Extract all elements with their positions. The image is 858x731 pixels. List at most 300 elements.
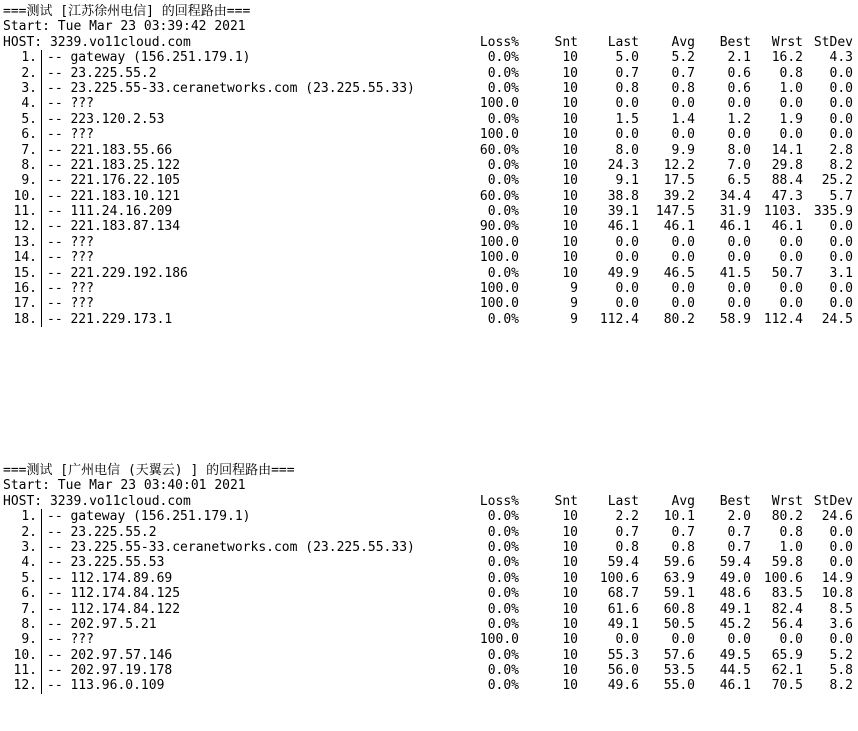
hop-best: 0.0 bbox=[727, 281, 751, 297]
hop-host: -- 221.183.10.121 bbox=[47, 188, 181, 204]
hop-best: 58.9 bbox=[719, 311, 751, 327]
row-divider bbox=[41, 296, 42, 311]
table-row bbox=[3, 540, 855, 555]
hop-avg: 63.9 bbox=[663, 570, 695, 586]
row-divider bbox=[41, 173, 42, 188]
hop-loss: 0.0% bbox=[487, 311, 519, 327]
header-snt: Snt bbox=[554, 34, 578, 50]
hop-loss: 0.0% bbox=[487, 616, 519, 632]
hop-snt: 10 bbox=[562, 204, 578, 220]
table-row bbox=[3, 571, 855, 586]
table-row bbox=[3, 66, 855, 81]
hop-stdev: 2.8 bbox=[829, 142, 853, 158]
hop-stdev: 0.0 bbox=[829, 281, 853, 297]
hop-best: 0.0 bbox=[727, 632, 751, 648]
hop-loss: 0.0% bbox=[487, 555, 519, 571]
hop-wrst: 83.5 bbox=[771, 586, 803, 602]
hop-last: 39.1 bbox=[607, 204, 639, 220]
hop-number: 3. bbox=[21, 80, 37, 96]
hop-best: 49.0 bbox=[719, 570, 751, 586]
hop-avg: 0.0 bbox=[671, 250, 695, 266]
hop-last: 0.0 bbox=[615, 234, 639, 250]
hop-host: -- 202.97.19.178 bbox=[47, 663, 173, 679]
hop-last: 2.2 bbox=[615, 509, 639, 525]
hop-snt: 10 bbox=[562, 250, 578, 266]
hop-host: -- 23.225.55-33.ceranetworks.com (23.225.55.33) bbox=[47, 80, 415, 96]
hop-best: 6.5 bbox=[727, 173, 751, 189]
row-divider bbox=[41, 189, 42, 204]
hop-last: 0.8 bbox=[615, 539, 639, 555]
hop-last: 0.0 bbox=[615, 96, 639, 112]
hop-avg: 0.0 bbox=[671, 632, 695, 648]
hop-stdev: 8.2 bbox=[829, 678, 853, 694]
row-divider bbox=[41, 617, 42, 632]
hop-wrst: 16.2 bbox=[771, 50, 803, 66]
row-divider bbox=[41, 143, 42, 158]
header-loss: Loss% bbox=[479, 34, 519, 50]
hop-host: -- 202.97.5.21 bbox=[47, 616, 157, 632]
hop-stdev: 0.0 bbox=[829, 539, 853, 555]
hop-last: 24.3 bbox=[607, 157, 639, 173]
hop-host: -- 221.229.192.186 bbox=[47, 265, 188, 281]
host-label: HOST: 3239.vo11cloud.com bbox=[3, 493, 191, 509]
hop-list bbox=[3, 509, 855, 694]
hop-wrst: 100.6 bbox=[763, 570, 803, 586]
table-row bbox=[3, 602, 855, 617]
hop-stdev: 10.8 bbox=[821, 586, 853, 602]
hop-avg: 0.0 bbox=[671, 234, 695, 250]
hop-stdev: 0.0 bbox=[829, 555, 853, 571]
hop-best: 2.0 bbox=[727, 509, 751, 525]
hop-host: -- 113.96.0.109 bbox=[47, 678, 165, 694]
hop-avg: 147.5 bbox=[655, 204, 695, 220]
header-snt: Snt bbox=[554, 493, 578, 509]
table-row bbox=[3, 663, 855, 678]
hop-last: 112.4 bbox=[599, 311, 639, 327]
hop-snt: 9 bbox=[570, 281, 578, 297]
hop-loss: 100.0 bbox=[479, 96, 519, 112]
hop-number: 12. bbox=[13, 678, 37, 694]
table-row bbox=[3, 586, 855, 601]
table-row bbox=[3, 312, 855, 327]
hop-loss: 0.0% bbox=[487, 663, 519, 679]
header-stdev: StDev bbox=[813, 493, 853, 509]
hop-host: -- 221.229.173.1 bbox=[47, 311, 173, 327]
hop-last: 8.0 bbox=[615, 142, 639, 158]
trace-start-time: Start: Tue Mar 23 03:40:01 2021 bbox=[3, 478, 246, 494]
hop-avg: 46.1 bbox=[663, 219, 695, 235]
hop-best: 31.9 bbox=[719, 204, 751, 220]
header-wrst: Wrst bbox=[771, 34, 803, 50]
hop-number: 9. bbox=[21, 632, 37, 648]
hop-wrst: 14.1 bbox=[771, 142, 803, 158]
header-loss: Loss% bbox=[479, 493, 519, 509]
hop-host: -- gateway (156.251.179.1) bbox=[47, 509, 251, 525]
table-row bbox=[3, 678, 855, 693]
hop-list bbox=[3, 50, 855, 327]
hop-host: -- 112.174.84.125 bbox=[47, 586, 181, 602]
table-header bbox=[3, 494, 855, 509]
hop-stdev: 5.2 bbox=[829, 647, 853, 663]
hop-snt: 10 bbox=[562, 555, 578, 571]
hop-last: 49.1 bbox=[607, 616, 639, 632]
hop-wrst: 0.0 bbox=[779, 96, 803, 112]
row-divider bbox=[41, 112, 42, 127]
hop-avg: 50.5 bbox=[663, 616, 695, 632]
hop-host: -- 112.174.84.122 bbox=[47, 601, 181, 617]
hop-snt: 10 bbox=[562, 647, 578, 663]
table-row bbox=[3, 81, 855, 96]
hop-stdev: 14.9 bbox=[821, 570, 853, 586]
table-row bbox=[3, 266, 855, 281]
table-row bbox=[3, 525, 855, 540]
hop-host: -- 221.183.87.134 bbox=[47, 219, 181, 235]
table-row bbox=[3, 158, 855, 173]
hop-number: 3. bbox=[21, 539, 37, 555]
hop-last: 5.0 bbox=[615, 50, 639, 66]
hop-wrst: 0.0 bbox=[779, 296, 803, 312]
hop-last: 68.7 bbox=[607, 586, 639, 602]
hop-stdev: 0.0 bbox=[829, 127, 853, 143]
hop-wrst: 1.9 bbox=[779, 111, 803, 127]
hop-last: 0.0 bbox=[615, 296, 639, 312]
hop-loss: 0.0% bbox=[487, 586, 519, 602]
hop-number: 4. bbox=[21, 555, 37, 571]
hop-avg: 0.0 bbox=[671, 127, 695, 143]
hop-stdev: 0.0 bbox=[829, 219, 853, 235]
hop-host: -- 23.225.55.2 bbox=[47, 65, 157, 81]
hop-host: -- ??? bbox=[47, 296, 94, 312]
hop-host: -- 221.183.55.66 bbox=[47, 142, 173, 158]
hop-host: -- ??? bbox=[47, 127, 94, 143]
hop-avg: 59.6 bbox=[663, 555, 695, 571]
hop-host: -- 223.120.2.53 bbox=[47, 111, 165, 127]
hop-last: 0.0 bbox=[615, 250, 639, 266]
hop-snt: 10 bbox=[562, 50, 578, 66]
hop-snt: 10 bbox=[562, 632, 578, 648]
hop-wrst: 29.8 bbox=[771, 157, 803, 173]
hop-host: -- ??? bbox=[47, 96, 94, 112]
table-row bbox=[3, 143, 855, 158]
table-row bbox=[3, 296, 855, 311]
hop-best: 59.4 bbox=[719, 555, 751, 571]
hop-stdev: 0.0 bbox=[829, 65, 853, 81]
hop-avg: 5.2 bbox=[671, 50, 695, 66]
hop-loss: 100.0 bbox=[479, 127, 519, 143]
row-divider bbox=[41, 648, 42, 663]
hop-best: 0.0 bbox=[727, 296, 751, 312]
hop-stdev: 4.3 bbox=[829, 50, 853, 66]
hop-wrst: 1103. bbox=[763, 204, 803, 220]
trace-title: ===测试 [广州电信 (天翼云) ] 的回程路由=== bbox=[3, 463, 295, 478]
hop-number: 10. bbox=[13, 188, 37, 204]
hop-snt: 10 bbox=[562, 127, 578, 143]
hop-best: 44.5 bbox=[719, 663, 751, 679]
trace-block-1 bbox=[3, 4, 855, 327]
hop-avg: 59.1 bbox=[663, 586, 695, 602]
hop-avg: 53.5 bbox=[663, 663, 695, 679]
hop-number: 11. bbox=[13, 204, 37, 220]
hop-avg: 0.0 bbox=[671, 281, 695, 297]
row-divider bbox=[41, 281, 42, 296]
hop-number: 6. bbox=[21, 127, 37, 143]
hop-wrst: 1.0 bbox=[779, 80, 803, 96]
hop-last: 0.7 bbox=[615, 65, 639, 81]
hop-last: 100.6 bbox=[599, 570, 639, 586]
hop-wrst: 62.1 bbox=[771, 663, 803, 679]
hop-host: -- ??? bbox=[47, 234, 94, 250]
hop-last: 59.4 bbox=[607, 555, 639, 571]
hop-wrst: 0.0 bbox=[779, 250, 803, 266]
table-row bbox=[3, 96, 855, 111]
hop-number: 2. bbox=[21, 524, 37, 540]
hop-snt: 10 bbox=[562, 678, 578, 694]
row-divider bbox=[41, 525, 42, 540]
header-wrst: Wrst bbox=[771, 493, 803, 509]
hop-snt: 10 bbox=[562, 111, 578, 127]
hop-avg: 60.8 bbox=[663, 601, 695, 617]
hop-last: 49.9 bbox=[607, 265, 639, 281]
hop-avg: 0.0 bbox=[671, 96, 695, 112]
hop-best: 0.0 bbox=[727, 127, 751, 143]
host-label: HOST: 3239.vo11cloud.com bbox=[3, 34, 191, 50]
hop-wrst: 46.1 bbox=[771, 219, 803, 235]
hop-best: 0.0 bbox=[727, 250, 751, 266]
hop-wrst: 0.0 bbox=[779, 127, 803, 143]
table-row bbox=[3, 219, 855, 234]
hop-wrst: 0.0 bbox=[779, 281, 803, 297]
trace-title: ===测试 [江苏徐州电信] 的回程路由=== bbox=[3, 4, 251, 19]
hop-best: 46.1 bbox=[719, 219, 751, 235]
hop-snt: 10 bbox=[562, 219, 578, 235]
hop-host: -- 221.176.22.105 bbox=[47, 173, 181, 189]
hop-avg: 46.5 bbox=[663, 265, 695, 281]
hop-wrst: 70.5 bbox=[771, 678, 803, 694]
hop-loss: 0.0% bbox=[487, 173, 519, 189]
header-stdev: StDev bbox=[813, 34, 853, 50]
table-row bbox=[3, 555, 855, 570]
row-divider bbox=[41, 158, 42, 173]
hop-loss: 100.0 bbox=[479, 234, 519, 250]
hop-snt: 10 bbox=[562, 188, 578, 204]
hop-avg: 55.0 bbox=[663, 678, 695, 694]
hop-stdev: 5.7 bbox=[829, 188, 853, 204]
row-divider bbox=[41, 555, 42, 570]
hop-snt: 9 bbox=[570, 296, 578, 312]
hop-host: -- 23.225.55-33.ceranetworks.com (23.225.55.33) bbox=[47, 539, 415, 555]
hop-number: 14. bbox=[13, 250, 37, 266]
hop-stdev: 8.5 bbox=[829, 601, 853, 617]
row-divider bbox=[41, 678, 42, 693]
hop-loss: 0.0% bbox=[487, 678, 519, 694]
hop-number: 11. bbox=[13, 663, 37, 679]
hop-snt: 9 bbox=[570, 311, 578, 327]
table-row bbox=[3, 509, 855, 524]
table-row bbox=[3, 632, 855, 647]
hop-wrst: 0.8 bbox=[779, 65, 803, 81]
hop-loss: 90.0% bbox=[479, 219, 519, 235]
hop-wrst: 112.4 bbox=[763, 311, 803, 327]
hop-avg: 0.7 bbox=[671, 65, 695, 81]
hop-loss: 0.0% bbox=[487, 524, 519, 540]
hop-best: 0.7 bbox=[727, 524, 751, 540]
hop-number: 4. bbox=[21, 96, 37, 112]
hop-stdev: 0.0 bbox=[829, 96, 853, 112]
hop-stdev: 0.0 bbox=[829, 296, 853, 312]
hop-stdev: 3.1 bbox=[829, 265, 853, 281]
table-row bbox=[3, 189, 855, 204]
row-divider bbox=[41, 127, 42, 142]
hop-best: 0.6 bbox=[727, 80, 751, 96]
hop-number: 5. bbox=[21, 111, 37, 127]
hop-avg: 39.2 bbox=[663, 188, 695, 204]
hop-last: 49.6 bbox=[607, 678, 639, 694]
hop-last: 0.8 bbox=[615, 80, 639, 96]
hop-host: -- ??? bbox=[47, 632, 94, 648]
hop-wrst: 1.0 bbox=[779, 539, 803, 555]
row-divider bbox=[41, 663, 42, 678]
hop-loss: 0.0% bbox=[487, 50, 519, 66]
row-divider bbox=[41, 602, 42, 617]
row-divider bbox=[41, 250, 42, 265]
table-row bbox=[3, 617, 855, 632]
hop-wrst: 56.4 bbox=[771, 616, 803, 632]
hop-stdev: 3.6 bbox=[829, 616, 853, 632]
hop-best: 0.0 bbox=[727, 96, 751, 112]
table-row bbox=[3, 112, 855, 127]
hop-number: 6. bbox=[21, 586, 37, 602]
hop-last: 46.1 bbox=[607, 219, 639, 235]
hop-number: 1. bbox=[21, 50, 37, 66]
hop-snt: 10 bbox=[562, 524, 578, 540]
hop-wrst: 0.0 bbox=[779, 234, 803, 250]
table-row bbox=[3, 50, 855, 65]
hop-stdev: 5.8 bbox=[829, 663, 853, 679]
table-header bbox=[3, 35, 855, 50]
hop-loss: 0.0% bbox=[487, 111, 519, 127]
hop-avg: 57.6 bbox=[663, 647, 695, 663]
hop-loss: 100.0 bbox=[479, 296, 519, 312]
hop-wrst: 59.8 bbox=[771, 555, 803, 571]
hop-loss: 0.0% bbox=[487, 509, 519, 525]
hop-number: 8. bbox=[21, 616, 37, 632]
table-row bbox=[3, 250, 855, 265]
hop-last: 1.5 bbox=[615, 111, 639, 127]
hop-host: -- gateway (156.251.179.1) bbox=[47, 50, 251, 66]
hop-stdev: 0.0 bbox=[829, 80, 853, 96]
hop-avg: 0.0 bbox=[671, 296, 695, 312]
hop-avg: 1.4 bbox=[671, 111, 695, 127]
hop-stdev: 8.2 bbox=[829, 157, 853, 173]
hop-loss: 0.0% bbox=[487, 204, 519, 220]
row-divider bbox=[41, 540, 42, 555]
header-best: Best bbox=[719, 34, 751, 50]
hop-stdev: 25.2 bbox=[821, 173, 853, 189]
hop-stdev: 24.6 bbox=[821, 509, 853, 525]
trace-block-2 bbox=[3, 463, 855, 694]
hop-loss: 0.0% bbox=[487, 570, 519, 586]
hop-stdev: 335.9 bbox=[813, 204, 853, 220]
hop-snt: 10 bbox=[562, 142, 578, 158]
table-row bbox=[3, 127, 855, 142]
hop-loss: 0.0% bbox=[487, 65, 519, 81]
hop-loss: 0.0% bbox=[487, 539, 519, 555]
hop-wrst: 50.7 bbox=[771, 265, 803, 281]
hop-wrst: 65.9 bbox=[771, 647, 803, 663]
hop-loss: 60.0% bbox=[479, 188, 519, 204]
hop-host: -- ??? bbox=[47, 281, 94, 297]
hop-snt: 10 bbox=[562, 234, 578, 250]
hop-number: 15. bbox=[13, 265, 37, 281]
row-divider bbox=[41, 509, 42, 524]
table-row bbox=[3, 648, 855, 663]
trace-start-time: Start: Tue Mar 23 03:39:42 2021 bbox=[3, 19, 246, 35]
hop-number: 9. bbox=[21, 173, 37, 189]
hop-snt: 10 bbox=[562, 616, 578, 632]
hop-snt: 10 bbox=[562, 96, 578, 112]
hop-last: 9.1 bbox=[615, 173, 639, 189]
hop-stdev: 0.0 bbox=[829, 632, 853, 648]
hop-loss: 100.0 bbox=[479, 281, 519, 297]
hop-last: 56.0 bbox=[607, 663, 639, 679]
hop-best: 8.0 bbox=[727, 142, 751, 158]
hop-snt: 10 bbox=[562, 80, 578, 96]
table-row bbox=[3, 235, 855, 250]
row-divider bbox=[41, 81, 42, 96]
hop-best: 1.2 bbox=[727, 111, 751, 127]
table-row bbox=[3, 281, 855, 296]
hop-best: 7.0 bbox=[727, 157, 751, 173]
hop-best: 0.7 bbox=[727, 539, 751, 555]
hop-best: 49.5 bbox=[719, 647, 751, 663]
hop-snt: 10 bbox=[562, 586, 578, 602]
hop-number: 1. bbox=[21, 509, 37, 525]
hop-avg: 10.1 bbox=[663, 509, 695, 525]
hop-best: 34.4 bbox=[719, 188, 751, 204]
row-divider bbox=[41, 586, 42, 601]
hop-number: 5. bbox=[21, 570, 37, 586]
hop-avg: 9.9 bbox=[671, 142, 695, 158]
hop-best: 49.1 bbox=[719, 601, 751, 617]
hop-best: 48.6 bbox=[719, 586, 751, 602]
hop-best: 0.6 bbox=[727, 65, 751, 81]
hop-wrst: 0.8 bbox=[779, 524, 803, 540]
hop-loss: 60.0% bbox=[479, 142, 519, 158]
hop-host: -- 23.225.55.53 bbox=[47, 555, 165, 571]
header-last: Last bbox=[607, 493, 639, 509]
hop-snt: 10 bbox=[562, 157, 578, 173]
hop-stdev: 24.5 bbox=[821, 311, 853, 327]
hop-best: 0.0 bbox=[727, 234, 751, 250]
hop-last: 38.8 bbox=[607, 188, 639, 204]
hop-stdev: 0.0 bbox=[829, 234, 853, 250]
row-divider bbox=[41, 632, 42, 647]
row-divider bbox=[41, 50, 42, 65]
hop-snt: 10 bbox=[562, 173, 578, 189]
hop-best: 2.1 bbox=[727, 50, 751, 66]
hop-loss: 0.0% bbox=[487, 601, 519, 617]
hop-host: -- 221.183.25.122 bbox=[47, 157, 181, 173]
hop-number: 7. bbox=[21, 142, 37, 158]
hop-stdev: 0.0 bbox=[829, 111, 853, 127]
row-divider bbox=[41, 66, 42, 81]
hop-number: 18. bbox=[13, 311, 37, 327]
hop-wrst: 0.0 bbox=[779, 632, 803, 648]
header-avg: Avg bbox=[671, 493, 695, 509]
hop-stdev: 0.0 bbox=[829, 250, 853, 266]
hop-number: 12. bbox=[13, 219, 37, 235]
hop-avg: 0.7 bbox=[671, 524, 695, 540]
